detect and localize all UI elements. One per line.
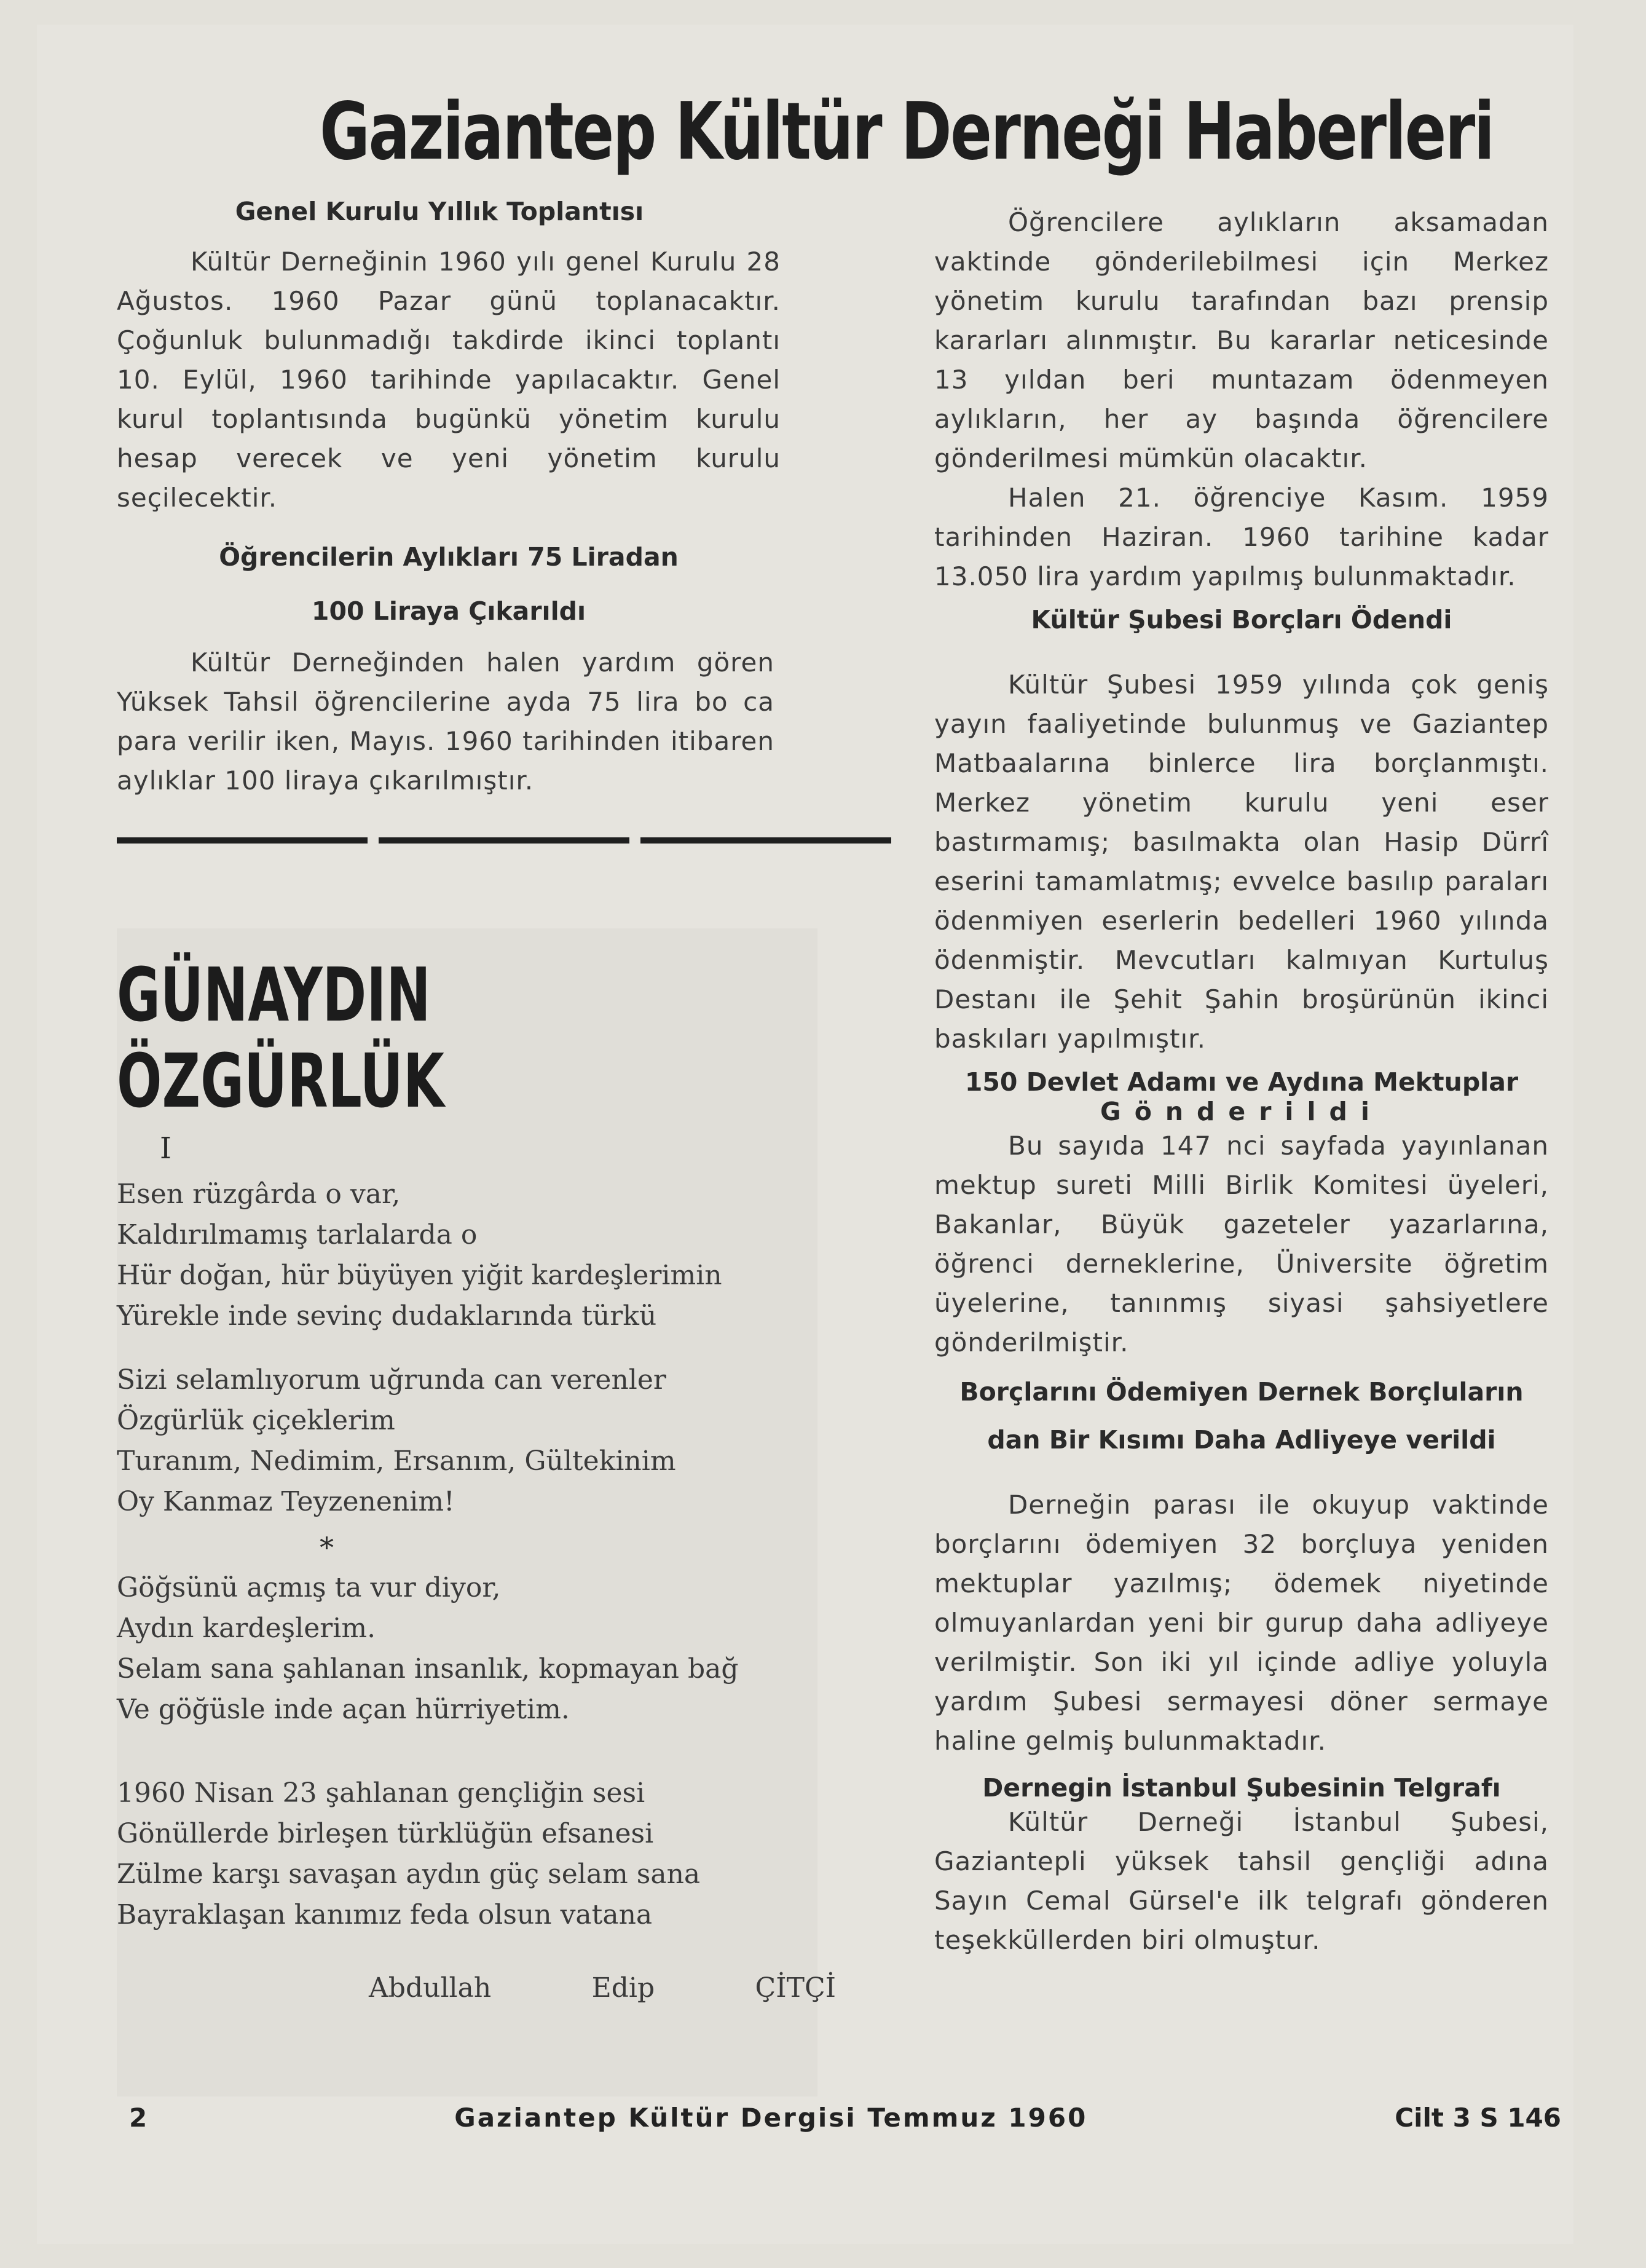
intro-text-2: Halen 21. öğrenciye Kasım. 1959 tarihinden Haziran. 1960 tarihine kadar 13.050 lira yardım yapılmış bulunmaktadır. [934,483,1549,591]
section-heading-borc-1: Borçlarını Ödemiyen Dernek Borçluların [959,1377,1524,1407]
section-heading-telgraf: Dernegin İstanbul Şubesinin Telgrafı [982,1773,1501,1803]
divider-segment [379,837,629,844]
author-surname: ÇİTÇİ [755,1972,836,2004]
poem-line: Gönüllerde birleşen türklüğün efsanesi [117,1818,654,1849]
page-footer [129,2103,1561,2133]
poem-line: Bayraklaşan kanımız feda olsun vatana [117,1899,653,1930]
poem-line: Ve göğüsle inde açan hürriyetim. [117,1694,570,1725]
aylik-text: Kültür Derneğinden halen yardım gören Yüksek Tahsil öğrencilerine ayda 75 lira bo ca para verilir iken, Mayıs. 1960 tarihinden itibaren aylıklar 100 liraya çıkarılmıştır. [117,647,774,796]
section-heading-genel-kurul: Genel Kurulu Yıllık Toplantısı [235,197,644,226]
borc-text: Derneğin parası ile okuyup vaktinde borçlarını ödemiyen 32 borçluya yeniden mektuplar yazılmış; ödemek niyetinde olmuyanlardan yeni bir gurup daha adliyeye verilmiştir. Son iki yıl içinde adliye yoluyla yardım Şubesi sermayesi döner sermaye haline gelmiş bulunmaktadır. [934,1490,1549,1756]
poem-line: Selam sana şahlanan insanlık, kopmayan bağ [117,1653,739,1685]
genel-kurul-text: Kültür Derneğinin 1960 yılı genel Kurulu 28 Ağustos. 1960 Pazar günü toplanacaktır. Çoğunluk bulunmadığı takdirde ikinci toplantı 10. Eylül, 1960 tarihinde yapılacaktır. Genel kurul toplantısında bugünkü yönetim kurulu hesap verecek ve yeni yönetim kurulu seçilecektir. [117,247,781,513]
section-heading-aylik-2: 100 Liraya Çıkarıldı [311,596,586,626]
masthead-title: Gaziantep Kültür Derneği Haberleri [320,86,1494,178]
left-column [117,197,904,844]
mektup-text: Bu sayıda 147 nci sayfada yayınlanan mektup sureti Milli Birlik Komitesi üyeleri, Bakanlar, Büyük gazeteler yazarlarına, öğrenci derneklerine, Üniversite öğretim üyelerine, tanınmış siyasi şahsiyetlere gönderilmiştir. [934,1131,1549,1357]
poem-block [117,928,836,2096]
section-heading-aylik-1: Öğrencilerin Aylıkları 75 Liradan [219,542,679,572]
right-column [934,203,1549,1960]
poem-line: Yürekle inde sevinç dudaklarında türkü [117,1300,657,1332]
poem-line: Göğsünü açmış ta vur diyor, [117,1572,501,1603]
poem-line: Sizi selamlıyorum uğrunda can verenler [117,1364,666,1396]
volume-info: Cilt 3 S 146 [1395,2103,1561,2133]
poem-signature [369,1972,836,2004]
intro-text: Öğrencilere aylıkların aksamadan vaktinde gönderilebilmesi için Merkez yönetim kurulu tarafından bazı prensip kararları alınmıştır. Bu kararlar neticesinde 13 yıldan beri muntazam ödenmeyen aylıkların, her ay başında öğrencilere gönderilmesi mümkün olacaktır. [934,207,1549,473]
poem-line: Hür doğan, hür büyüyen yiğit kardeşlerimin [117,1260,722,1291]
divider-segment [117,837,368,844]
poem-line: Esen rüzgârda o var, [117,1179,401,1210]
section-heading-mektup-2: Gönderildi [1100,1097,1383,1126]
poem-ornament: * [320,1531,334,1564]
sube-text: Kültür Şubesi 1959 yılında çok geniş yayın faaliyetinde bulunmuş ve Gaziantep Matbaalarına binlerce lira borçlanmıştı. Merkez yönetim kurulu yeni eser bastırmamış; basılmakta olan Hasip Dürrî eserini tamamlatmış; evvelce basılıp paraları ödenmiyen eserlerin bedelleri 1960 yılında ödenmiştir. Mevcutları kalmıyan Kurtuluş Destanı ile Şehit Şahin broşürünün ikinci baskıları yapılmıştır. [934,670,1549,1054]
poem-line: 1960 Nisan 23 şahlanan gençliğin sesi [117,1777,645,1809]
section-heading-sube: Kültür Şubesi Borçları Ödendi [1031,605,1452,634]
poem-part-number: I [160,1131,171,1166]
poem-line: Kaldırılmamış tarlalarda o [117,1219,478,1251]
author-first-name: Abdullah [369,1972,492,2004]
poem-title-1: GÜNAYDIN [117,953,431,1038]
section-heading-mektup-1: 150 Devlet Adamı ve Aydına Mektuplar [964,1067,1519,1097]
poem-line: Oy Kanmaz Teyzenenim! [117,1486,455,1517]
poem-line: Zülme karşı savaşan aydın güç selam sana [117,1859,701,1890]
page-number: 2 [129,2103,148,2133]
section-heading-borc-2: dan Bir Kısımı Daha Adliyeye verildi [987,1425,1496,1455]
poem-line: Özgürlük çiçeklerim [117,1405,395,1436]
journal-issue: Gaziantep Kültür Dergisi Temmuz 1960 [454,2103,1088,2133]
divider-segment [640,837,891,844]
author-middle-name: Edip [591,1972,655,2004]
poem-title-2: ÖZGÜRLÜK [117,1039,444,1124]
poem-line: Aydın kardeşlerim. [117,1613,376,1644]
poem-stanza-4 [117,1773,817,1935]
poem-line: Turanım, Nedimim, Ersanım, Gültekinim [117,1445,676,1477]
telgraf-text: Kültür Derneği İstanbul Şubesi, Gaziantepli yüksek tahsil gençliği adına Sayın Cemal Gürsel'e ilk telgrafı gönderen teşekküllerden biri olmuştur. [934,1807,1549,1955]
poem-stanza-3 [117,1568,817,1730]
poem-stanza-2 [117,1360,817,1522]
section-divider [117,837,891,844]
poem-stanza-1 [117,1174,817,1337]
